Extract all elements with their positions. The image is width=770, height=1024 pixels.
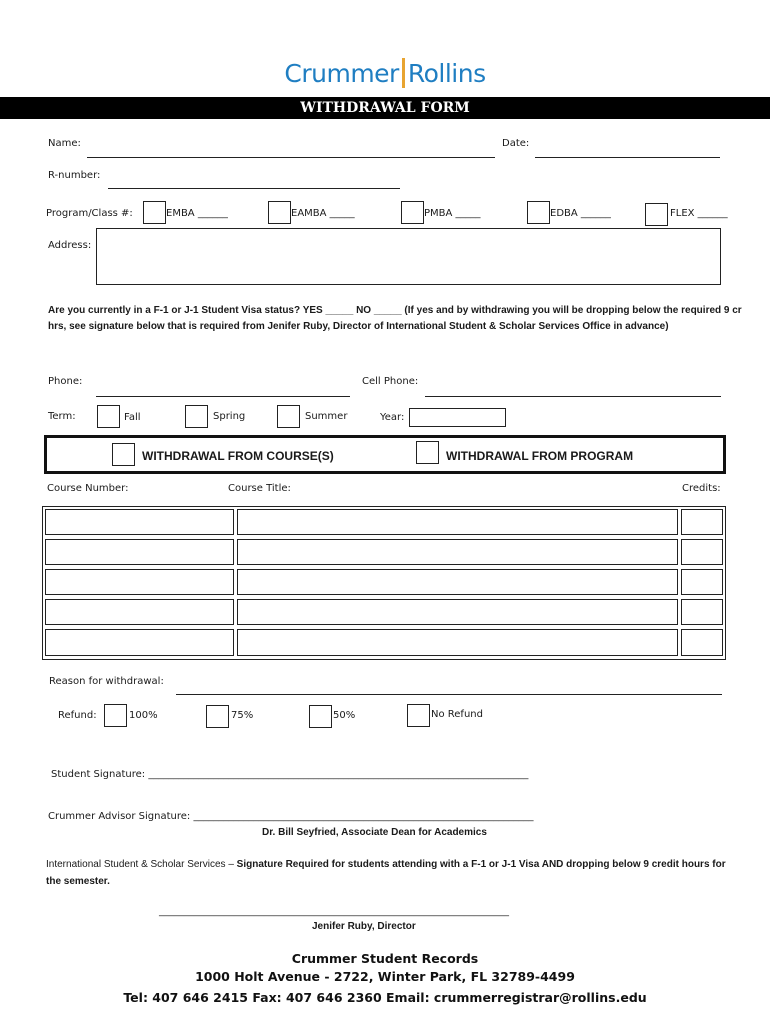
course-title-cell[interactable] bbox=[237, 569, 678, 595]
form-title: WITHDRAWAL FORM bbox=[300, 100, 470, 116]
cell-phone-label: Cell Phone: bbox=[362, 376, 419, 387]
emba-label: EMBA ______ bbox=[166, 208, 228, 219]
intl-services-requirement: Signature Required for students attending with a F-1 or J-1 Visa AND dropping below 9 credit hours for the semester. bbox=[46, 859, 726, 887]
refund-50-checkbox[interactable] bbox=[309, 705, 332, 728]
rnumber-field[interactable] bbox=[108, 188, 400, 189]
no-refund-checkbox[interactable] bbox=[407, 704, 430, 727]
credits-cell[interactable] bbox=[681, 599, 723, 625]
refund-100-label: 100% bbox=[129, 710, 158, 721]
withdraw-program-checkbox[interactable] bbox=[416, 441, 439, 464]
credits-cell[interactable] bbox=[681, 629, 723, 656]
edba-checkbox[interactable] bbox=[527, 201, 550, 224]
credits-cell[interactable] bbox=[681, 569, 723, 595]
withdraw-course-label: WITHDRAWAL FROM COURSE(S) bbox=[142, 449, 334, 463]
eamba-label: EAMBA _____ bbox=[291, 208, 355, 219]
pmba-label: PMBA _____ bbox=[424, 208, 481, 219]
credits-cell[interactable] bbox=[681, 539, 723, 565]
credits-cell[interactable] bbox=[681, 509, 723, 535]
refund-50-label: 50% bbox=[333, 710, 356, 721]
refund-label: Refund: bbox=[58, 710, 97, 721]
advisor-signature-line[interactable]: Crummer Advisor Signature: ____________________________________________________________________ bbox=[48, 811, 534, 822]
course-number-cell[interactable] bbox=[45, 629, 234, 656]
edba-label: EDBA ______ bbox=[550, 208, 611, 219]
intl-services-prefix: International Student & Scholar Services – bbox=[46, 859, 237, 870]
course-title-cell[interactable] bbox=[237, 599, 678, 625]
refund-75-checkbox[interactable] bbox=[206, 705, 229, 728]
emba-checkbox[interactable] bbox=[143, 201, 166, 224]
year-field[interactable] bbox=[409, 408, 506, 427]
term-spring-checkbox[interactable] bbox=[185, 405, 208, 428]
intl-director-name: Jenifer Ruby, Director bbox=[312, 921, 416, 932]
logo-rollins: Rollins bbox=[407, 58, 486, 88]
reason-label: Reason for withdrawal: bbox=[49, 676, 164, 687]
logo-divider bbox=[402, 58, 405, 88]
credits-header: Credits: bbox=[682, 483, 721, 494]
refund-75-label: 75% bbox=[231, 710, 254, 721]
name-label: Name: bbox=[48, 138, 81, 149]
flex-label: FLEX ______ bbox=[670, 208, 728, 219]
no-refund-label: No Refund bbox=[431, 709, 483, 720]
course-number-cell[interactable] bbox=[45, 539, 234, 565]
course-title-cell[interactable] bbox=[237, 509, 678, 535]
date-label: Date: bbox=[502, 138, 530, 149]
course-title-header: Course Title: bbox=[228, 483, 291, 494]
date-field[interactable] bbox=[535, 157, 720, 158]
flex-checkbox[interactable] bbox=[645, 203, 668, 226]
course-number-cell[interactable] bbox=[45, 569, 234, 595]
rnumber-label: R-number: bbox=[48, 170, 101, 181]
address-label: Address: bbox=[48, 240, 92, 251]
intl-signature-line[interactable]: ______________________________________________________________________ bbox=[159, 906, 509, 917]
year-label: Year: bbox=[380, 412, 405, 423]
phone-field[interactable] bbox=[96, 396, 350, 397]
course-number-cell[interactable] bbox=[45, 599, 234, 625]
course-title-cell[interactable] bbox=[237, 539, 678, 565]
withdraw-course-checkbox[interactable] bbox=[112, 443, 135, 466]
term-fall-checkbox[interactable] bbox=[97, 405, 120, 428]
phone-label: Phone: bbox=[48, 376, 83, 387]
course-number-header: Course Number: bbox=[47, 483, 129, 494]
footer-contact: Tel: 407 646 2415 Fax: 407 646 2360 Email: crummerregistrar@rollins.edu bbox=[123, 990, 647, 1005]
program-class-label: Program/Class #: bbox=[46, 208, 133, 219]
address-field[interactable] bbox=[96, 228, 721, 285]
student-signature-line[interactable]: Student Signature: ____________________________________________________________________________ bbox=[51, 769, 529, 780]
withdraw-program-label: WITHDRAWAL FROM PROGRAM bbox=[446, 449, 634, 463]
term-fall-label: Fall bbox=[124, 412, 141, 423]
course-number-cell[interactable] bbox=[45, 509, 234, 535]
name-field[interactable] bbox=[87, 157, 495, 158]
footer-address: 1000 Holt Avenue - 2722, Winter Park, FL 32789-4499 bbox=[195, 969, 575, 984]
form-title-banner bbox=[0, 97, 770, 119]
visa-status-question: Are you currently in a F-1 or J-1 Student Visa status? YES _____ NO _____ (If yes and by withdrawing you will be dropping below the required 9 cr hrs, see signature below that is required from Jenifer Ruby, Director of International Student & Scholar Services Office in advance) bbox=[48, 305, 742, 332]
term-summer-label: Summer bbox=[305, 411, 348, 422]
term-label: Term: bbox=[48, 411, 76, 422]
advisor-name: Dr. Bill Seyfried, Associate Dean for Academics bbox=[262, 827, 487, 838]
term-spring-label: Spring bbox=[213, 411, 246, 422]
cell-phone-field[interactable] bbox=[425, 396, 721, 397]
eamba-checkbox[interactable] bbox=[268, 201, 291, 224]
reason-field[interactable] bbox=[176, 694, 722, 695]
refund-100-checkbox[interactable] bbox=[104, 704, 127, 727]
term-summer-checkbox[interactable] bbox=[277, 405, 300, 428]
logo-crummer: Crummer bbox=[284, 58, 399, 88]
footer-office: Crummer Student Records bbox=[291, 951, 479, 966]
intl-services-note bbox=[46, 856, 736, 890]
course-title-cell[interactable] bbox=[237, 629, 678, 656]
pmba-checkbox[interactable] bbox=[401, 201, 424, 224]
crummer-rollins-logo bbox=[0, 55, 770, 91]
